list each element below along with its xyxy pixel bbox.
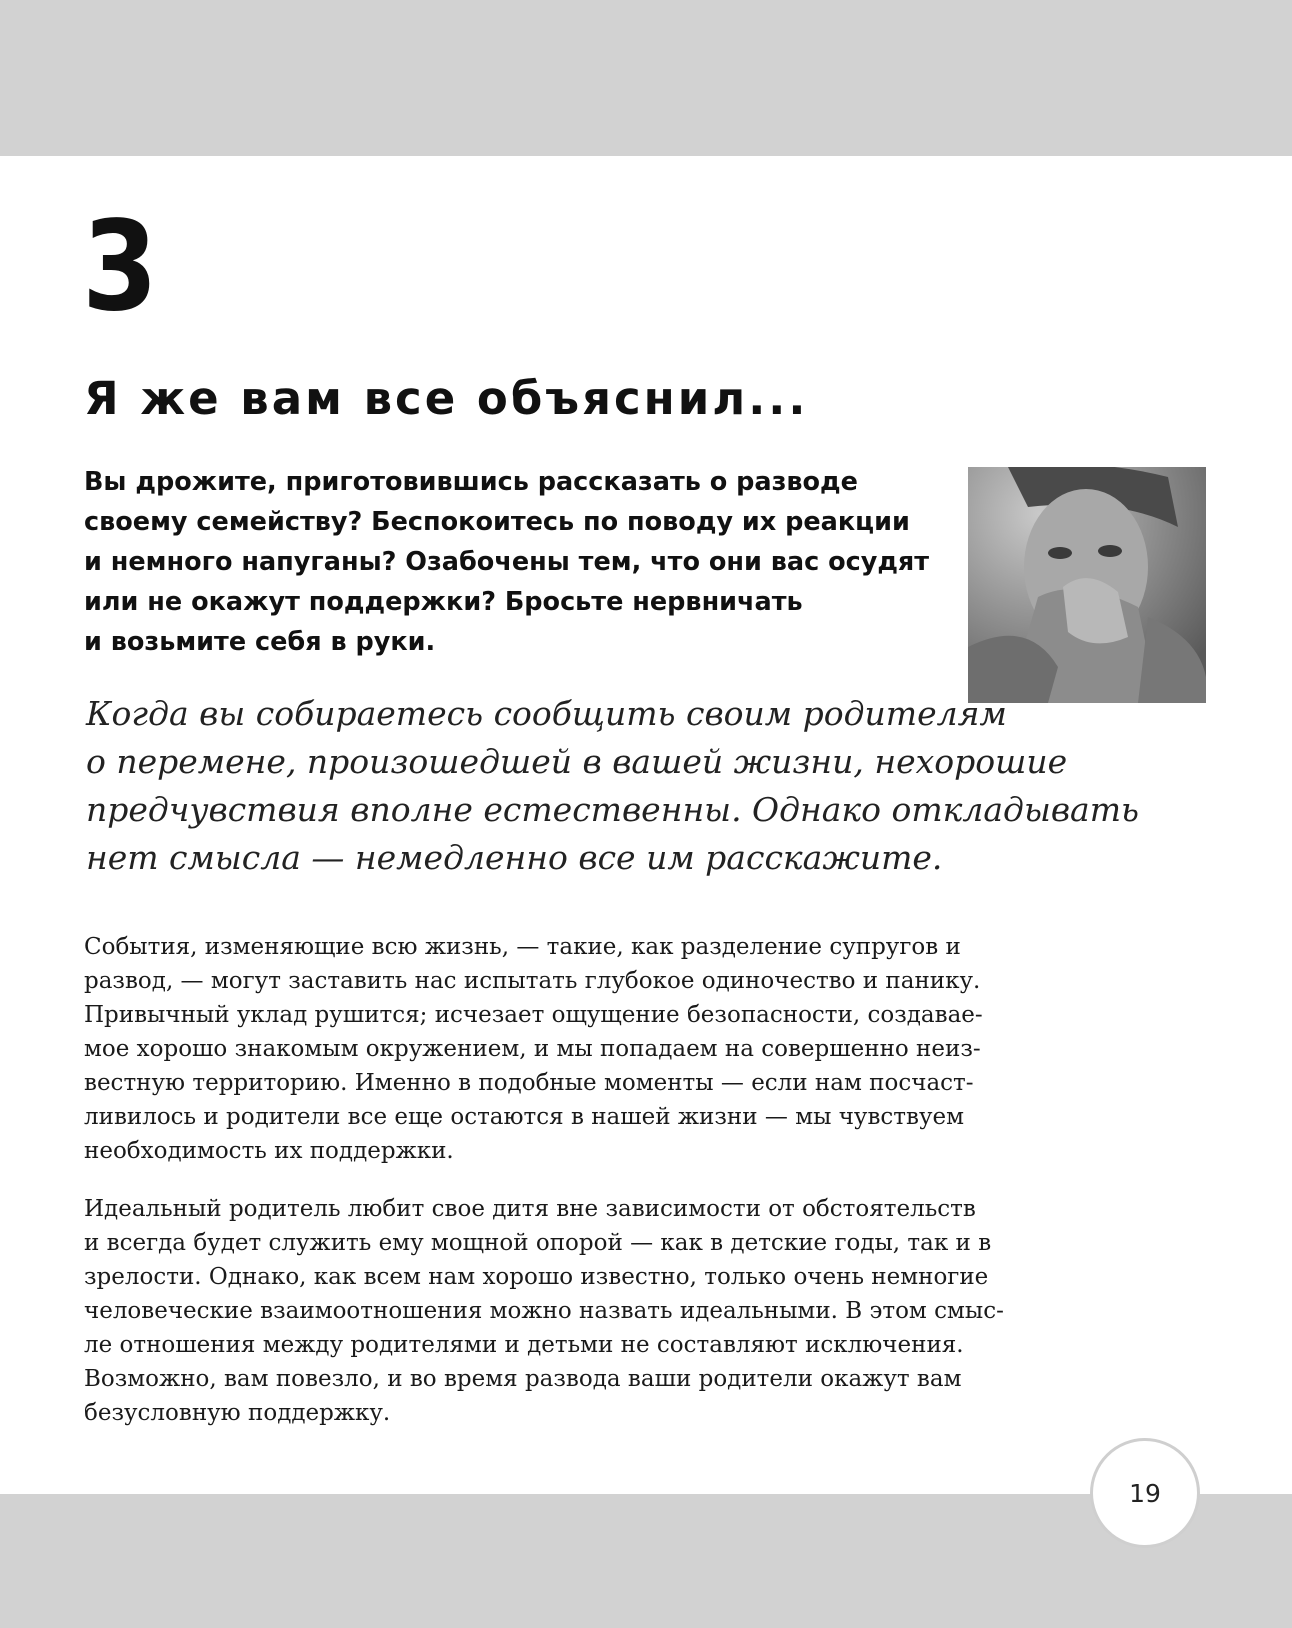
quote-line: о перемене, произошедшей в вашей жизни, нехорошие [86,742,1068,781]
body-paragraph-2 [84,1192,1090,1430]
chapter-number: 3 [82,195,158,339]
lead-line: Вы дрожите, приготовившись рассказать о разводе [84,467,858,497]
photo-young-man [968,467,1206,703]
handwritten-quote [86,690,1139,882]
header-band [0,0,1292,156]
quote-line: нет смысла — немедленно все им расскажите. [86,838,943,877]
body-line: безусловную поддержку. [84,1400,391,1426]
body-paragraph-1 [84,930,1090,1168]
chapter-title: Я же вам все объяснил... [84,372,809,425]
quote-line: предчувствия вполне естественны. Однако откладывать [86,790,1139,829]
body-line: Привычный уклад рушится; исчезает ощущение безопасности, создавае- [84,1002,983,1028]
body-line: Возможно, вам повезло, и во время развода ваши родители окажут вам [84,1366,962,1392]
quote-line: Когда вы собираетесь сообщить своим родителям [86,694,1007,733]
body-line: человеческие взаимоотношения можно назвать идеальными. В этом смыс- [84,1298,1004,1324]
body-line: События, изменяющие всю жизнь, — такие, как разделение супругов и [84,934,961,960]
lead-line: или не окажут поддержки? Бросьте нервничать [84,587,803,617]
body-line: Идеальный родитель любит свое дитя вне зависимости от обстоятельств [84,1196,976,1222]
body-line: и всегда будет служить ему мощной опорой — как в детские годы, так и в [84,1230,992,1256]
page-number-badge [1090,1438,1200,1548]
lead-line: и немного напуганы? Озабочены тем, что они вас осудят [84,547,930,577]
body-line: ле отношения между родителями и детьми не составляют исключения. [84,1332,964,1358]
lead-line: и возьмите себя в руки. [84,627,436,657]
lead-line: своему семейству? Беспокоитесь по поводу их реакции [84,507,910,537]
body-line: зрелости. Однако, как всем нам хорошо известно, только очень немногие [84,1264,989,1290]
lead-paragraph [84,462,944,662]
body-line: развод, — могут заставить нас испытать глубокое одиночество и панику. [84,968,981,994]
portrait-illustration [968,467,1206,703]
body-line: необходимость их поддержки. [84,1138,454,1164]
body-line: мое хорошо знакомым окружением, и мы попадаем на совершенно неиз- [84,1036,981,1062]
body-line: вестную территорию. Именно в подобные моменты — если нам посчаст- [84,1070,974,1096]
body-line: ливилось и родители все еще остаются в нашей жизни — мы чувствуем [84,1104,964,1130]
page-number: 19 [1129,1478,1161,1508]
